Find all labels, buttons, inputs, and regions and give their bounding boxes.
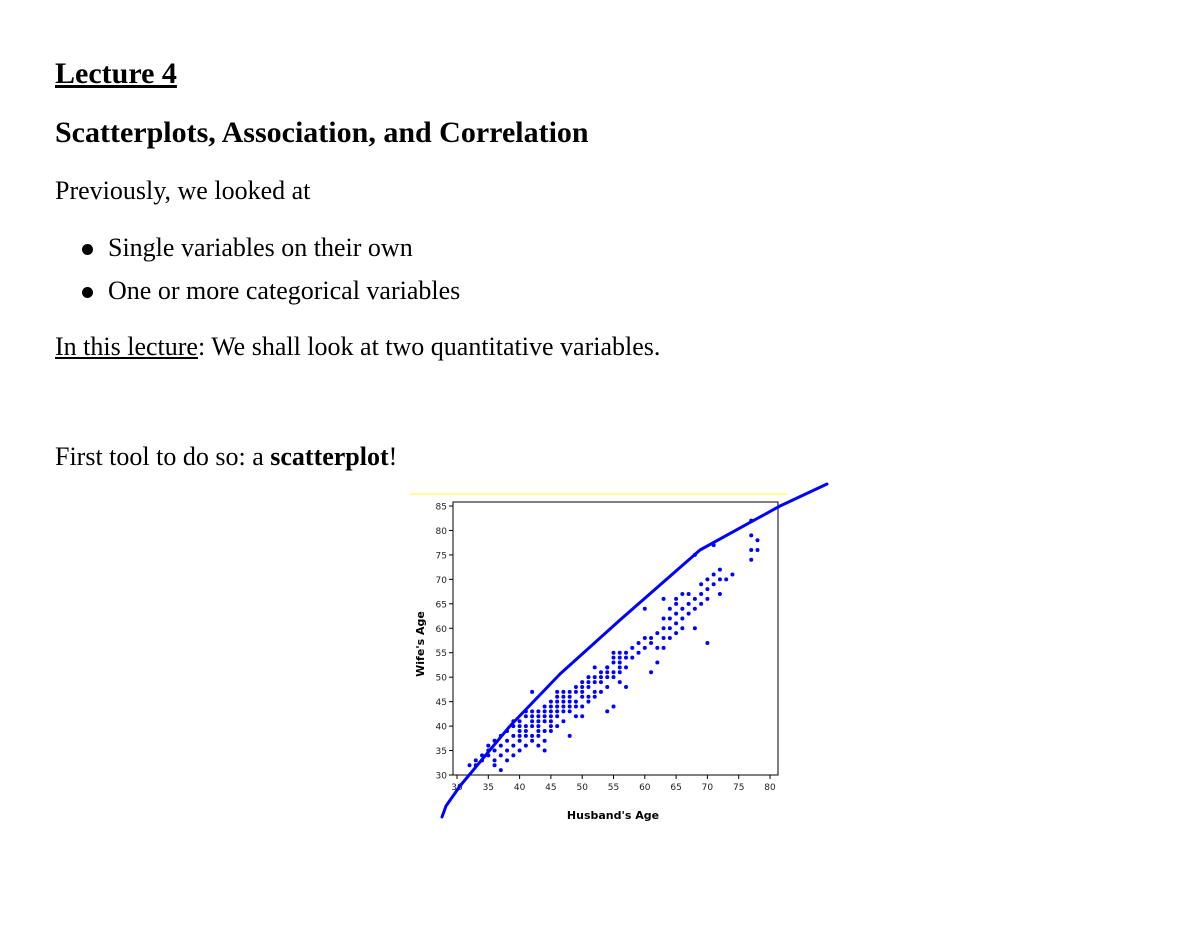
data-point <box>630 656 634 660</box>
y-tick-label: 35 <box>435 747 447 758</box>
data-point <box>687 612 691 616</box>
data-point <box>612 661 616 665</box>
data-point <box>561 700 565 704</box>
data-point <box>561 690 565 694</box>
data-point <box>612 670 616 674</box>
data-point <box>593 695 597 699</box>
data-point <box>718 577 722 581</box>
data-point <box>662 597 666 601</box>
tool-end: ! <box>388 442 398 471</box>
data-point <box>536 709 540 713</box>
data-point <box>549 709 553 713</box>
data-points <box>468 519 760 772</box>
y-tick-label: 60 <box>435 624 447 635</box>
data-point <box>712 582 716 586</box>
data-point <box>568 695 572 699</box>
data-point <box>568 709 572 713</box>
tool-bold-word: scatterplot <box>270 442 389 471</box>
data-point <box>468 763 472 767</box>
data-point <box>505 739 509 743</box>
data-point <box>543 714 547 718</box>
lecture-subtitle: Scatterplots, Association, and Correlation <box>55 116 589 149</box>
data-point <box>524 714 528 718</box>
data-point <box>586 700 590 704</box>
data-point <box>574 705 578 709</box>
data-point <box>536 744 540 748</box>
data-point <box>549 719 553 723</box>
data-point <box>662 626 666 630</box>
data-point <box>705 641 709 645</box>
data-point <box>574 714 578 718</box>
data-point <box>755 538 759 542</box>
data-point <box>593 675 597 679</box>
data-point <box>574 700 578 704</box>
data-point <box>687 592 691 596</box>
data-point <box>662 646 666 650</box>
x-tick-label: 50 <box>576 783 588 793</box>
data-point <box>649 641 653 645</box>
data-point <box>680 626 684 630</box>
x-tick-label: 55 <box>607 783 620 793</box>
data-point <box>618 651 622 655</box>
data-point <box>549 705 553 709</box>
data-point <box>543 749 547 753</box>
data-point <box>524 734 528 738</box>
data-point <box>580 690 584 694</box>
lecture-scope-lead: In this lecture <box>55 332 198 361</box>
data-point <box>668 636 672 640</box>
data-point <box>712 572 716 576</box>
data-point <box>705 587 709 591</box>
data-point <box>568 705 572 709</box>
hand-drawn-trend-line <box>442 484 827 817</box>
data-point <box>561 709 565 713</box>
data-point <box>643 607 647 611</box>
data-point <box>543 709 547 713</box>
data-point <box>630 646 634 650</box>
data-point <box>518 724 522 728</box>
data-point <box>680 616 684 620</box>
data-point <box>530 734 534 738</box>
x-tick-label: 45 <box>545 783 557 793</box>
data-point <box>511 744 515 748</box>
data-point <box>618 670 622 674</box>
bullet-list <box>80 232 460 318</box>
data-point <box>555 705 559 709</box>
data-point <box>543 705 547 709</box>
data-point <box>486 744 490 748</box>
bullet-item-1 <box>80 232 460 264</box>
data-point <box>680 592 684 596</box>
data-point <box>555 700 559 704</box>
data-point <box>561 695 565 699</box>
x-axis-ticks <box>451 775 776 793</box>
data-point <box>674 621 678 625</box>
data-point <box>549 700 553 704</box>
data-point <box>511 734 515 738</box>
x-tick-label: 35 <box>482 783 495 793</box>
data-point <box>655 631 659 635</box>
data-point <box>561 705 565 709</box>
x-tick-label: 40 <box>513 783 526 793</box>
data-point <box>568 700 572 704</box>
data-point <box>574 685 578 689</box>
y-tick-label: 65 <box>435 600 447 611</box>
data-point <box>505 749 509 753</box>
data-point <box>580 705 584 709</box>
data-point <box>693 607 697 611</box>
y-tick-label: 85 <box>435 502 447 513</box>
data-point <box>637 641 641 645</box>
data-point <box>749 558 753 562</box>
data-point <box>730 572 734 576</box>
data-point <box>593 690 597 694</box>
data-point <box>693 626 697 630</box>
data-point <box>612 656 616 660</box>
data-point <box>555 695 559 699</box>
data-point <box>680 607 684 611</box>
x-tick-label: 65 <box>670 783 682 793</box>
data-point <box>568 734 572 738</box>
data-point <box>518 719 522 723</box>
data-point <box>549 729 553 733</box>
data-point <box>674 612 678 616</box>
data-point <box>561 719 565 723</box>
intro-text: Previously, we looked at <box>55 176 311 205</box>
data-point <box>637 651 641 655</box>
y-tick-label: 55 <box>435 649 447 660</box>
data-point <box>530 724 534 728</box>
data-point <box>543 719 547 723</box>
data-point <box>568 690 572 694</box>
data-point <box>586 675 590 679</box>
data-point <box>624 665 628 669</box>
data-point <box>599 675 603 679</box>
data-point <box>612 675 616 679</box>
data-point <box>493 758 497 762</box>
data-point <box>524 729 528 733</box>
bullet-text-1: Single variables on their own <box>108 233 413 262</box>
data-point <box>505 758 509 762</box>
data-point <box>618 656 622 660</box>
x-tick-label: 75 <box>732 783 745 793</box>
scatterplot-figure <box>400 480 840 825</box>
data-point <box>536 729 540 733</box>
data-point <box>755 548 759 552</box>
data-point <box>499 768 503 772</box>
y-axis-ticks <box>436 503 453 782</box>
data-point <box>530 690 534 694</box>
lecture-title: Lecture 4 <box>55 57 177 90</box>
data-point <box>530 709 534 713</box>
data-point <box>699 602 703 606</box>
data-point <box>530 719 534 723</box>
data-point <box>718 592 722 596</box>
data-point <box>555 690 559 694</box>
y-tick-label: 40 <box>435 722 447 733</box>
data-point <box>543 739 547 743</box>
y-tick-label: 45 <box>435 698 447 709</box>
data-point <box>605 670 609 674</box>
data-point <box>499 744 503 748</box>
data-point <box>586 680 590 684</box>
data-point <box>536 734 540 738</box>
data-point <box>555 724 559 728</box>
data-point <box>624 651 628 655</box>
y-tick-label: 75 <box>435 551 447 562</box>
data-point <box>699 582 703 586</box>
data-point <box>493 763 497 767</box>
data-point <box>518 729 522 733</box>
data-point <box>649 670 653 674</box>
y-tick-label: 50 <box>435 673 447 684</box>
data-point <box>674 631 678 635</box>
data-point <box>749 533 753 537</box>
x-tick-label: 30 <box>451 783 463 793</box>
data-point <box>699 592 703 596</box>
data-point <box>549 714 553 718</box>
bullet-dot-icon <box>82 287 93 298</box>
data-point <box>586 685 590 689</box>
data-point <box>530 714 534 718</box>
data-point <box>555 714 559 718</box>
bullet-item-2 <box>80 275 460 307</box>
data-point <box>580 685 584 689</box>
tool-text <box>55 441 397 473</box>
data-point <box>580 695 584 699</box>
data-point <box>687 602 691 606</box>
bullet-dot-icon <box>82 244 93 255</box>
data-point <box>624 656 628 660</box>
data-point <box>605 665 609 669</box>
y-tick-label: 30 <box>435 771 447 782</box>
x-tick-label: 80 <box>764 783 776 793</box>
y-tick-label: 80 <box>435 526 447 537</box>
data-point <box>530 739 534 743</box>
data-point <box>524 744 528 748</box>
lecture-scope-rest: : We shall look at two quantitative variables. <box>197 332 661 361</box>
data-point <box>668 607 672 611</box>
data-point <box>718 568 722 572</box>
data-point <box>749 548 753 552</box>
data-point <box>524 724 528 728</box>
data-point <box>518 749 522 753</box>
data-point <box>586 695 590 699</box>
data-point <box>593 680 597 684</box>
y-tick-label: 70 <box>435 575 447 586</box>
data-point <box>605 675 609 679</box>
data-point <box>536 719 540 723</box>
data-point <box>668 616 672 620</box>
data-point <box>612 705 616 709</box>
data-point <box>674 597 678 601</box>
x-tick-label: 70 <box>701 783 714 793</box>
data-point <box>674 602 678 606</box>
data-point <box>474 758 478 762</box>
x-tick-label: 60 <box>639 783 651 793</box>
data-point <box>612 651 616 655</box>
data-point <box>655 646 659 650</box>
bullet-text-2: One or more categorical variables <box>108 276 461 305</box>
scatterplot-chart <box>400 480 840 825</box>
data-point <box>649 636 653 640</box>
y-axis-label: Wife's Age <box>414 611 427 677</box>
data-point <box>693 597 697 601</box>
data-point <box>536 714 540 718</box>
data-point <box>518 734 522 738</box>
data-point <box>593 665 597 669</box>
data-point <box>511 753 515 757</box>
data-point <box>599 690 603 694</box>
data-point <box>605 685 609 689</box>
data-point <box>499 753 503 757</box>
data-point <box>643 646 647 650</box>
data-point <box>655 661 659 665</box>
data-point <box>618 680 622 684</box>
data-point <box>536 724 540 728</box>
data-point <box>574 690 578 694</box>
tool-lead: First tool to do so: a <box>55 442 271 471</box>
x-axis-label: Husband's Age <box>566 809 660 822</box>
data-point <box>624 685 628 689</box>
data-point <box>705 577 709 581</box>
data-point <box>518 739 522 743</box>
data-point <box>705 597 709 601</box>
data-point <box>662 636 666 640</box>
data-point <box>605 709 609 713</box>
lecture-scope-text <box>55 331 660 363</box>
data-point <box>580 680 584 684</box>
data-point <box>662 616 666 620</box>
data-point <box>580 714 584 718</box>
data-point <box>643 636 647 640</box>
data-point <box>599 680 603 684</box>
data-point <box>543 729 547 733</box>
data-point <box>668 626 672 630</box>
data-point <box>724 577 728 581</box>
data-point <box>555 709 559 713</box>
data-point <box>549 724 553 728</box>
data-point <box>618 665 622 669</box>
data-point <box>493 749 497 753</box>
data-point <box>618 661 622 665</box>
data-point <box>599 670 603 674</box>
